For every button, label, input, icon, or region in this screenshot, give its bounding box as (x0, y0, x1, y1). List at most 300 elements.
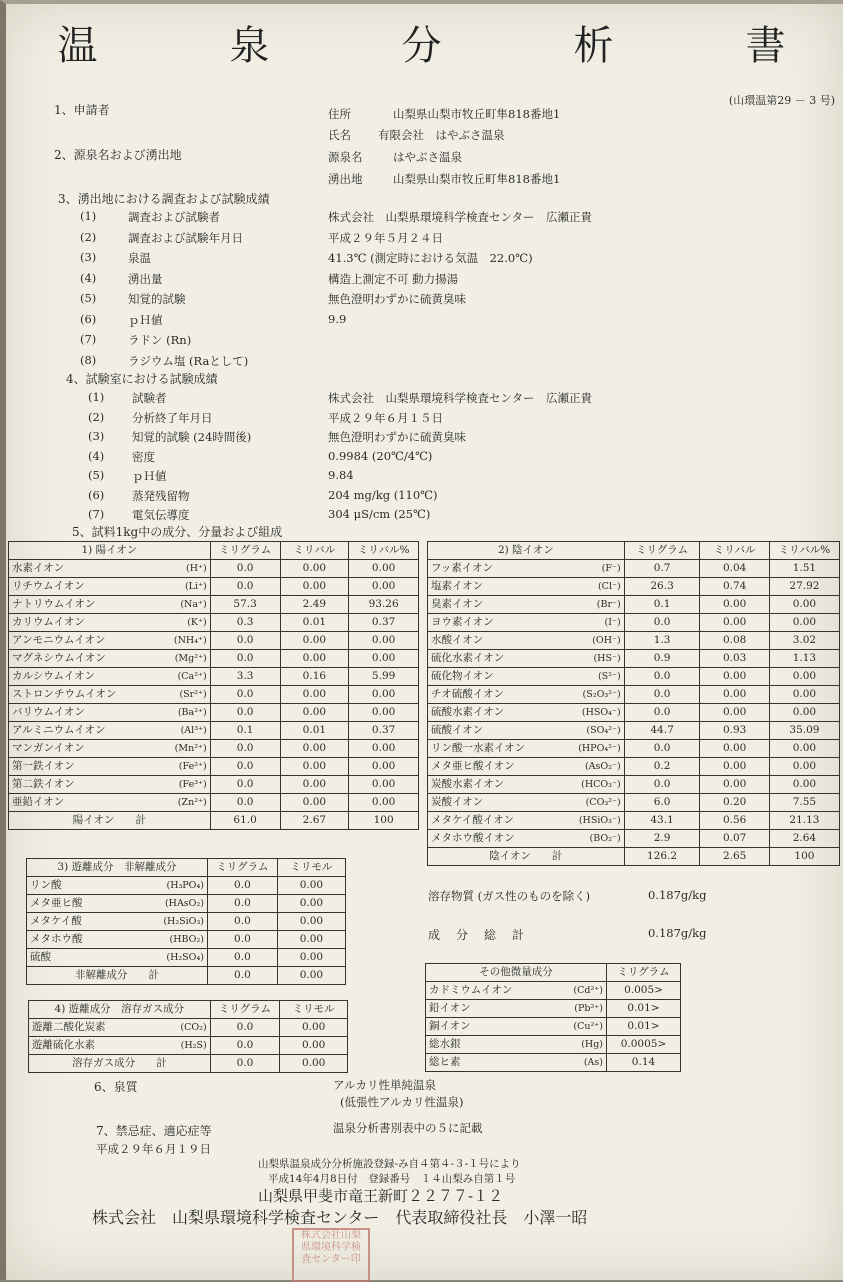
value-mg: 0.0 (207, 949, 277, 967)
component-cell (428, 614, 625, 632)
component-cell (428, 632, 625, 650)
component-formula: (Cd²⁺) (573, 985, 603, 996)
component-formula: (H₂SiO₃) (163, 916, 204, 927)
column-header: ミリモル (280, 1001, 348, 1019)
component-cell (428, 776, 625, 794)
item-number: (2) (88, 409, 105, 424)
value-pct: 21.13 (769, 812, 839, 830)
component-cell (9, 560, 211, 578)
table-total-row (29, 1055, 348, 1073)
value-pct: 0.00 (769, 704, 839, 722)
component-formula: (SO₄²⁻) (586, 725, 621, 736)
anion-table (427, 541, 840, 866)
item-value: 平成２９年６月１５日 (328, 410, 443, 425)
column-header: ミリバル (280, 542, 349, 560)
component-formula: (Cl⁻) (597, 581, 621, 592)
component-name: 硫酸 (30, 951, 51, 963)
component-name: アルミニウムイオン (12, 724, 106, 736)
column-header: ミリグラム (210, 1001, 280, 1019)
spring-quality: アルカリ性単純温泉 (333, 1078, 437, 1092)
value-mval: 0.00 (700, 686, 769, 704)
value-mval: 0.56 (700, 812, 769, 830)
dissolved-gas-table (28, 1000, 348, 1073)
item-number: (7) (80, 332, 97, 346)
table-row (428, 632, 840, 650)
component-name: 総水銀 (429, 1038, 461, 1050)
table-row (428, 668, 840, 686)
value-mval: 2.49 (280, 596, 349, 614)
spring-quality-sub: (低張性アルカリ性温泉) (340, 1095, 464, 1109)
component-name: メタホウ酸イオン (431, 832, 515, 844)
value-mg: 0.0 (624, 740, 700, 758)
component-formula: (Br⁻) (596, 599, 621, 610)
value-mval: 0.20 (700, 794, 769, 812)
total-mval: 2.67 (280, 812, 349, 830)
cation-table (8, 541, 419, 830)
item-label: 試験者 (132, 391, 167, 405)
table-row (428, 758, 840, 776)
value-pct: 0.00 (349, 704, 419, 722)
column-header: 3) 遊離成分 非解離成分 (27, 859, 208, 877)
table-row (428, 812, 840, 830)
value-mg: 44.7 (624, 722, 700, 740)
value-mg: 0.0 (210, 1037, 280, 1055)
component-cell (426, 1000, 607, 1018)
total-components-value: 0.187g/kg (648, 926, 707, 940)
component-name: 水酸イオン (431, 634, 484, 646)
item-number: (4) (88, 448, 105, 463)
component-formula: (CO₂) (180, 1022, 207, 1033)
table-row (29, 1019, 348, 1037)
item-label: ｐＨ値 (128, 312, 163, 327)
value-mg: 0.0 (624, 686, 700, 704)
seal-line-2: 県環境科学検 (301, 1242, 361, 1253)
component-formula: (K⁺) (187, 617, 207, 628)
value-pct: 0.00 (769, 614, 839, 632)
total-label: 陰イオン 計 (428, 848, 625, 866)
value-mg: 0.0 (210, 740, 280, 758)
trace-elements-table (425, 963, 681, 1072)
value-pct: 0.00 (349, 758, 419, 776)
component-formula: (NH₄⁺) (173, 635, 207, 646)
total-mg: 126.2 (624, 848, 700, 866)
column-header: ミリバル% (349, 542, 419, 560)
table-row (426, 1054, 681, 1072)
table-row (428, 794, 840, 812)
component-cell (428, 758, 625, 776)
component-cell (428, 650, 625, 668)
table-row (27, 895, 346, 913)
component-cell (426, 1018, 607, 1036)
component-name: メタケイ酸イオン (431, 814, 514, 826)
table-row (428, 614, 840, 632)
component-name: 炭酸イオン (431, 796, 484, 808)
component-name: カドミウムイオン (429, 984, 513, 996)
item-number: (7) (88, 507, 105, 521)
value-pct: 0.00 (769, 686, 839, 704)
component-cell (426, 1054, 607, 1072)
s2-loc-key: 湧出地 (328, 172, 363, 186)
company-seal (292, 1228, 370, 1282)
component-name: カルシウムイオン (12, 670, 96, 682)
component-cell (27, 931, 208, 949)
value-pct: 0.00 (349, 740, 419, 758)
value-mmol: 0.00 (277, 913, 345, 931)
item-label: 電気伝導度 (132, 508, 190, 522)
column-header: ミリバル (700, 542, 769, 560)
total-label: 溶存ガス成分 計 (29, 1055, 211, 1073)
component-formula: (Al³⁺) (180, 725, 207, 736)
component-formula: (H⁺) (186, 563, 207, 574)
value-mg: 0.0 (210, 794, 280, 812)
column-header: 1) 陽イオン (9, 542, 211, 560)
value-mg: 0.0 (210, 560, 280, 578)
component-cell (9, 794, 211, 812)
component-name: マグネシウムイオン (12, 652, 106, 664)
s3-label: 3、湧出地における調査および試験成績 (58, 192, 270, 206)
value-mval: 0.00 (280, 578, 349, 596)
total-mg: 0.0 (210, 1055, 280, 1073)
value-mval: 0.00 (280, 632, 349, 650)
table-header-row (9, 542, 419, 560)
total-pct: 100 (349, 812, 419, 830)
total-mval: 2.65 (700, 848, 769, 866)
value-mg: 57.3 (210, 596, 280, 614)
component-formula: (HSO₄⁻) (581, 707, 621, 718)
value-mval: 0.00 (280, 740, 349, 758)
column-header: ミリグラム (606, 964, 680, 982)
value-mg: 0.9 (624, 650, 700, 668)
s1-label: 1、申請者 (54, 103, 110, 117)
column-header: 2) 陰イオン (428, 542, 625, 560)
component-formula: (H₂S) (180, 1040, 207, 1051)
component-cell (9, 614, 211, 632)
value-pct: 0.37 (349, 722, 419, 740)
item-value: 無色澄明わずかに硫黄臭味 (328, 430, 466, 444)
value-mval: 0.00 (280, 794, 349, 812)
total-mmol: 0.00 (277, 967, 345, 985)
total-mg: 61.0 (210, 812, 280, 830)
component-name: 硫酸イオン (431, 724, 484, 736)
column-header: ミリグラム (210, 542, 280, 560)
value-mg: 3.3 (210, 668, 280, 686)
value-mg: 0.2 (624, 758, 700, 776)
total-mg: 0.0 (207, 967, 277, 985)
nondissociated-table (26, 858, 346, 985)
value-mval: 0.00 (280, 650, 349, 668)
component-formula: (HSiO₃⁻) (578, 815, 621, 826)
component-name: 鉛イオン (429, 1002, 471, 1014)
issue-date: 平成２９年６月１９日 (96, 1142, 211, 1156)
item-label: 知覚的試験 (24時間後) (132, 430, 252, 444)
table-row (9, 632, 419, 650)
component-name: 銅イオン (429, 1020, 471, 1032)
item-value: 304 μS/cm (25℃) (328, 507, 431, 521)
dissolved-matter-label: 溶存物質 (ガス性のものを除く) (428, 889, 591, 903)
item-number: (1) (88, 390, 105, 404)
document-number: (山環温第29 － 3 号) (728, 94, 835, 107)
component-name: 塩素イオン (431, 580, 484, 592)
value-pct: 0.00 (769, 668, 839, 686)
component-formula: (H₂SO₄) (166, 952, 204, 963)
item-value: 0.9984 (20℃/4℃) (328, 448, 433, 463)
value-mg: 0.0 (624, 668, 700, 686)
component-formula: (Fe³⁺) (178, 779, 207, 790)
component-cell (9, 596, 211, 614)
value-mg: 6.0 (624, 794, 700, 812)
value-pct: 0.00 (769, 596, 839, 614)
table-row (9, 578, 419, 596)
value-mmol: 0.00 (277, 949, 345, 967)
component-name: マンガンイオン (12, 742, 85, 754)
total-components-label: 成 分 総 計 (428, 928, 527, 942)
component-cell (428, 668, 625, 686)
component-cell (9, 668, 211, 686)
component-cell (428, 722, 625, 740)
item-value: 株式会社 山梨県環境科学検査センター 広瀬正貴 (328, 391, 593, 405)
s7-value: 温泉分析書別表中の５に記載 (333, 1121, 483, 1135)
value-pct: 0.00 (349, 794, 419, 812)
table-row (27, 877, 346, 895)
table-row (9, 650, 419, 668)
item-number: (8) (80, 352, 97, 367)
s2-label: 2、源泉名および湧出地 (54, 148, 182, 162)
value-mval: 0.93 (700, 722, 769, 740)
table-row (428, 740, 840, 758)
value-mval: 0.08 (700, 632, 769, 650)
value-mg: 0.0005> (606, 1036, 680, 1054)
value-pct: 0.00 (349, 560, 419, 578)
component-name: メタホウ酸 (30, 933, 83, 945)
table-row (9, 758, 419, 776)
component-name: 硫化物イオン (431, 670, 494, 682)
component-name: 第二鉄イオン (12, 778, 75, 790)
table-row (29, 1037, 348, 1055)
table-row (27, 949, 346, 967)
item-value: 株式会社 山梨県環境科学検査センター 広瀬正貴 (328, 210, 593, 224)
component-cell (428, 596, 625, 614)
component-name: メタ亜ヒ酸 (30, 897, 83, 909)
component-formula: (H₃PO₄) (166, 880, 204, 891)
value-mval: 0.00 (700, 740, 769, 758)
component-name: 硫酸水素イオン (431, 706, 505, 718)
component-cell (27, 877, 208, 895)
table-row (9, 596, 419, 614)
component-name: 遊離硫化水素 (32, 1039, 95, 1051)
table-total-row (27, 967, 346, 985)
item-value: 無色澄明わずかに硫黄臭味 (328, 292, 466, 306)
table-row (428, 686, 840, 704)
value-mg: 0.0 (207, 913, 277, 931)
value-pct: 35.09 (769, 722, 839, 740)
component-formula: (Zn²⁺) (177, 797, 207, 808)
value-mmol: 0.00 (277, 895, 345, 913)
footer-company: 株式会社 山梨県環境科学検査センター 代表取締役社長 小澤一昭 (92, 1208, 588, 1227)
component-cell (428, 794, 625, 812)
component-cell (426, 1036, 607, 1054)
component-formula: (Fe²⁺) (178, 761, 207, 772)
value-mval: 0.00 (280, 776, 349, 794)
value-pct: 0.00 (349, 686, 419, 704)
total-mmol: 0.00 (280, 1055, 348, 1073)
value-mg: 0.1 (210, 722, 280, 740)
component-cell (29, 1019, 211, 1037)
item-label: 蒸発残留物 (132, 488, 190, 503)
component-name: 臭素イオン (431, 598, 484, 610)
item-label: 知覚的試験 (128, 292, 186, 306)
component-formula: (Pb²⁺) (574, 1003, 603, 1014)
item-number: (1) (80, 209, 97, 223)
component-cell (27, 913, 208, 931)
component-cell (428, 740, 625, 758)
component-name: アンモニウムイオン (12, 634, 106, 646)
item-value: 41.3℃ (測定時における気温 22.0℃) (328, 251, 533, 265)
value-mval: 0.00 (700, 596, 769, 614)
value-pct: 93.26 (349, 596, 419, 614)
component-formula: (As) (583, 1057, 603, 1068)
item-value: 9.9 (328, 311, 347, 326)
table-row (27, 931, 346, 949)
value-mg: 2.9 (624, 830, 700, 848)
table-row (426, 1000, 681, 1018)
value-pct: 0.00 (349, 650, 419, 668)
component-name: リチウムイオン (12, 580, 85, 592)
table-row (9, 794, 419, 812)
s1-name-key: 氏名 (328, 128, 351, 142)
s4-label: 4、試験室における試験成績 (66, 372, 218, 386)
component-formula: (Na⁺) (180, 599, 207, 610)
value-pct: 0.00 (349, 632, 419, 650)
component-name: フッ素イオン (431, 562, 493, 574)
table-row (428, 578, 840, 596)
value-pct: 0.00 (769, 776, 839, 794)
component-name: リン酸 (30, 879, 62, 891)
value-mg: 0.01> (606, 1018, 680, 1036)
value-mg: 0.1 (624, 596, 700, 614)
value-mg: 0.0 (207, 931, 277, 949)
value-mval: 0.00 (700, 758, 769, 776)
component-cell (428, 704, 625, 722)
item-label: 調査および試験者 (128, 210, 220, 224)
value-mval: 0.07 (700, 830, 769, 848)
item-number: (6) (88, 487, 105, 502)
component-name: メタ亜ヒ酸イオン (431, 760, 515, 772)
value-mg: 0.005> (606, 982, 680, 1000)
table-row (27, 913, 346, 931)
table-header-row (426, 964, 681, 982)
value-pct: 2.64 (769, 830, 839, 848)
item-label: 分析終了年月日 (132, 410, 213, 425)
value-mg: 0.0 (210, 704, 280, 722)
table-row (428, 830, 840, 848)
column-header: その他微量成分 (426, 964, 607, 982)
table-row (9, 686, 419, 704)
value-mg: 0.01> (606, 1000, 680, 1018)
value-mval: 0.00 (280, 704, 349, 722)
total-label: 陽イオン 計 (9, 812, 211, 830)
component-formula: (S₂O₃²⁻) (582, 689, 621, 700)
component-formula: (Mg²⁺) (174, 653, 207, 664)
table-row (428, 596, 840, 614)
s6-label: 6、泉質 (94, 1080, 138, 1094)
component-formula: (BO₂⁻) (589, 833, 621, 844)
value-mval: 0.00 (700, 776, 769, 794)
component-cell (9, 776, 211, 794)
component-formula: (Li⁺) (184, 581, 207, 592)
item-label: ラジウム塩 (Raとして) (128, 353, 249, 368)
item-label: 泉温 (128, 251, 151, 265)
value-mg: 1.3 (624, 632, 700, 650)
component-cell (9, 740, 211, 758)
s5-label: 5、試料1kg中の成分、分量および組成 (72, 525, 283, 539)
value-mval: 0.00 (700, 668, 769, 686)
item-label: 湧出量 (128, 271, 163, 286)
component-name: ストロンチウムイオン (12, 688, 117, 700)
component-name: 第一鉄イオン (12, 760, 75, 772)
table-row (9, 740, 419, 758)
component-name: 炭酸水素イオン (431, 778, 505, 790)
component-formula: (OH⁻) (592, 635, 621, 646)
component-name: リン酸一水素イオン (431, 742, 526, 754)
total-label: 非解離成分 計 (27, 967, 208, 985)
table-header-row (27, 859, 346, 877)
value-pct: 1.51 (769, 560, 839, 578)
value-pct: 0.37 (349, 614, 419, 632)
s1-addr-value: 山梨県山梨市牧丘町隼818番地1 (393, 107, 561, 121)
component-cell (27, 895, 208, 913)
item-number: (4) (80, 270, 97, 285)
table-row (428, 560, 840, 578)
component-cell (9, 632, 211, 650)
table-row (426, 1036, 681, 1054)
value-mval: 0.00 (280, 686, 349, 704)
item-number: (6) (80, 311, 97, 326)
value-mval: 0.16 (280, 668, 349, 686)
component-cell (428, 686, 625, 704)
component-formula: (CO₃²⁻) (585, 797, 621, 808)
value-mg: 0.0 (210, 758, 280, 776)
value-pct: 0.00 (349, 578, 419, 596)
column-header: 4) 遊離成分 溶存ガス成分 (29, 1001, 211, 1019)
value-mg: 0.0 (210, 1019, 280, 1037)
component-name: チオ硫酸イオン (431, 688, 504, 700)
component-cell (428, 578, 625, 596)
s1-addr-key: 住所 (328, 107, 351, 121)
value-mval: 0.00 (280, 560, 349, 578)
component-name: ヨウ素イオン (431, 616, 494, 628)
total-pct: 100 (769, 848, 839, 866)
value-mg: 0.0 (210, 776, 280, 794)
value-pct: 0.00 (769, 740, 839, 758)
component-cell (9, 686, 211, 704)
component-name: 硫化水素イオン (431, 652, 505, 664)
component-formula: (AsO₂⁻) (584, 761, 621, 772)
item-number: (5) (80, 291, 97, 305)
component-formula: (Ca²⁺) (177, 671, 207, 682)
value-mg: 0.0 (207, 877, 277, 895)
component-formula: (HPO₄²⁻) (578, 743, 621, 754)
item-number: (5) (88, 468, 105, 482)
component-cell (9, 758, 211, 776)
component-cell (27, 949, 208, 967)
table-row (9, 668, 419, 686)
value-mval: 0.01 (280, 614, 349, 632)
value-pct: 7.55 (769, 794, 839, 812)
s1-name-value: 有限会社 はやぶさ温泉 (378, 128, 505, 142)
footer-registration: 山梨県温泉成分分析施設登録-み自４第４-３-１号により (258, 1158, 521, 1170)
value-mg: 0.0 (210, 578, 280, 596)
item-number: (3) (88, 429, 105, 443)
